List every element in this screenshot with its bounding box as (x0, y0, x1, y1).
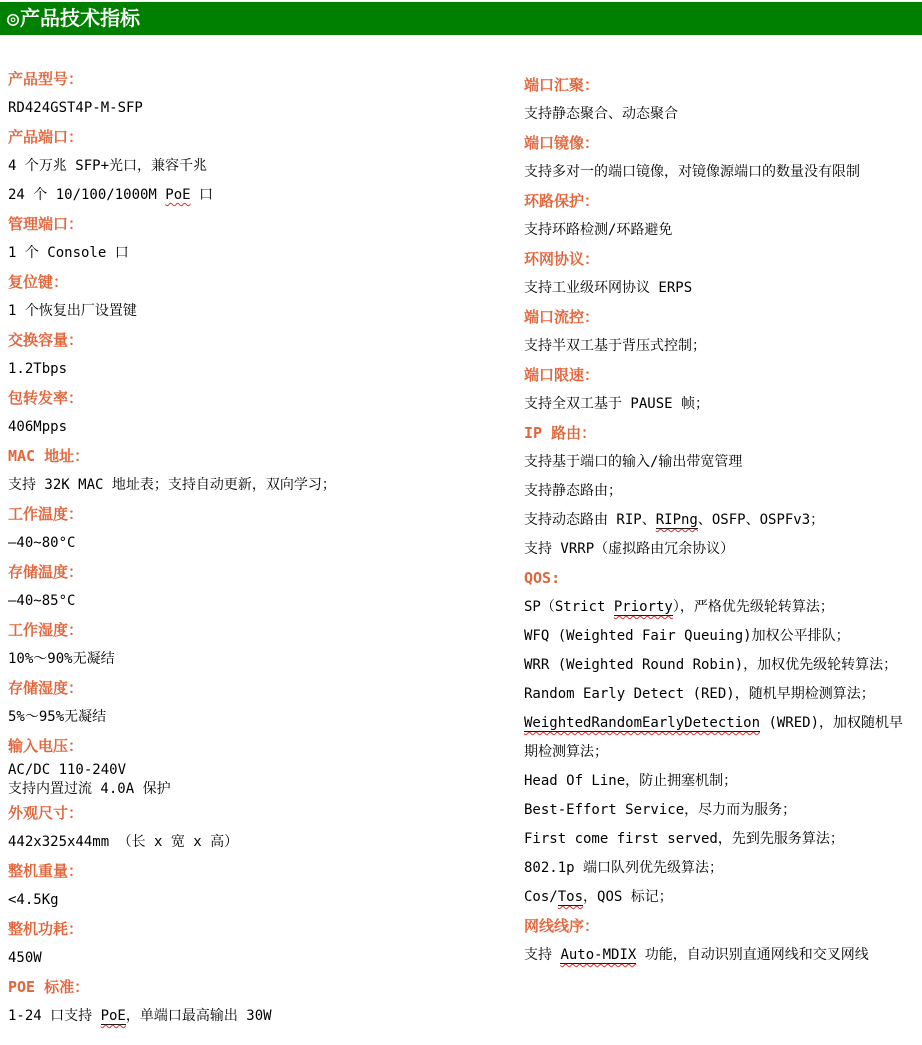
misspelled-word: RIPng (655, 512, 698, 528)
spec-text: 5%～95%无凝结 (8, 709, 107, 725)
spec-line (524, 767, 914, 796)
spec-text: —40~85°C (8, 593, 76, 609)
spec-column-right (524, 65, 914, 970)
spec-line (524, 651, 914, 680)
spec-text: 支持工业级环网协议 ERPS (524, 280, 693, 296)
spec-text: 功能，自动识别直通网线和交叉网线 (636, 947, 869, 963)
spec-text: 支持基于端口的输入/输出带宽管理 (524, 454, 743, 470)
spec-section-title: 环路保护： (524, 192, 600, 210)
spec-text: 442x325x44mm （长 x 宽 x 高） (8, 834, 239, 850)
spec-line (8, 471, 524, 500)
spec-text: <4.5Kg (8, 892, 59, 908)
spec-section (8, 732, 524, 799)
spec-text: AC/DC 110-240V (8, 762, 127, 778)
bullseye-icon: ◎ (7, 6, 20, 30)
spec-line (524, 883, 914, 912)
spec-section-title: 产品型号： (8, 70, 84, 88)
spec-text: ，QOS 标记； (583, 889, 673, 905)
spec-line (524, 680, 914, 709)
spec-text: WRR (Weighted Round Robin)，加权优先级轮转算法； (524, 657, 898, 673)
spec-line (524, 158, 914, 187)
spec-line (8, 886, 524, 915)
spec-line (8, 529, 524, 558)
spec-section (524, 129, 914, 187)
spec-section-title: 复位键： (8, 273, 69, 291)
spec-section-title: 网线线序： (524, 917, 600, 935)
spec-text: (WRED)，加权随机早期检测算法； (524, 715, 904, 760)
spec-line (8, 297, 524, 326)
spec-section-title: 环网协议： (524, 250, 600, 268)
spec-section-title: 端口汇聚： (524, 76, 600, 94)
spec-text: 支持 32K MAC 地址表；支持自动更新，双向学习； (8, 477, 336, 493)
spec-text: 1-24 口支持 (8, 1008, 101, 1024)
spec-text: Random Early Detect (RED)，随机早期检测算法； (524, 686, 875, 702)
spec-line (524, 535, 914, 564)
spec-text: 支持静态聚合、动态聚合 (524, 106, 678, 122)
spec-section (8, 616, 524, 674)
spec-text: 1 个 Console 口 (8, 245, 129, 261)
spec-section-title: 交换容量： (8, 331, 84, 349)
spec-text: WFQ (Weighted Fair Queuing)加权公平排队； (524, 628, 850, 644)
spec-line (8, 152, 524, 181)
spec-line (8, 944, 524, 973)
spec-text: SP（Strict (524, 599, 614, 615)
misspelled-word: Auto-MDIX (560, 947, 637, 963)
misspelled-word: PoE (165, 187, 191, 203)
spec-section (8, 123, 524, 210)
spec-column-left (8, 65, 524, 1031)
spec-text: 支持多对一的端口镜像，对镜像源端口的数量没有限制 (524, 164, 860, 180)
spec-section-title: 端口镜像： (524, 134, 600, 152)
spec-text: 口 (190, 187, 214, 203)
spec-text: 450W (8, 950, 42, 966)
spec-section-title: 存储温度： (8, 563, 84, 581)
spec-text: 支持环路检测/环路避免 (524, 222, 673, 238)
spec-text: 1.2Tbps (8, 361, 68, 377)
spec-text: Head Of Line，防止拥塞机制； (524, 773, 738, 789)
page-title: 产品技术指标 (20, 6, 141, 30)
spec-section (8, 558, 524, 616)
spec-section-title: 端口流控： (524, 308, 600, 326)
spec-section-title: 包转发率： (8, 389, 84, 407)
spec-section (8, 268, 524, 326)
spec-section (8, 210, 524, 268)
spec-text: 支持 (524, 947, 561, 963)
spec-text: 10%～90%无凝结 (8, 651, 115, 667)
spec-section-title: 端口限速： (524, 366, 600, 384)
spec-text: 支持 VRRP（虚拟路由冗余协议） (524, 541, 735, 557)
spec-section (524, 303, 914, 361)
spec-line (524, 709, 914, 767)
spec-text: 406Mpps (8, 419, 68, 435)
spec-text: Cos/ (524, 889, 558, 905)
spec-columns (0, 65, 922, 1031)
spec-text: 4 个万兆 SFP+光口，兼容千兆 (8, 158, 208, 174)
spec-section (524, 245, 914, 303)
spec-line (524, 390, 914, 419)
misspelled-word: Tos (557, 889, 584, 905)
spec-text: 802.1p 端口队列优先级算法； (524, 860, 724, 876)
spec-section (524, 912, 914, 970)
spec-section-title: 外观尺寸： (8, 804, 84, 822)
spec-section-title: 工作湿度： (8, 621, 84, 639)
spec-line (524, 593, 914, 622)
spec-section (524, 564, 914, 912)
misspelled-word: PoE (100, 1008, 126, 1024)
spec-section (8, 65, 524, 123)
spec-section (8, 973, 524, 1031)
spec-text: 支持内置过流 4.0A 保护 (8, 781, 171, 797)
spec-text: Best-Effort Service，尽力而为服务； (524, 802, 797, 818)
spec-line (524, 506, 914, 535)
spec-section-title: 整机功耗： (8, 920, 84, 938)
spec-section (8, 674, 524, 732)
spec-section (524, 419, 914, 564)
spec-text: RD424GST4P-M-SFP (8, 100, 143, 116)
spec-section-title: QOS: (524, 569, 561, 587)
spec-line (8, 239, 524, 268)
spec-line (8, 355, 524, 384)
spec-text: First come first served，先到先服务算法； (524, 831, 844, 847)
spec-line (8, 1002, 524, 1031)
spec-section-title: 工作温度： (8, 505, 84, 523)
spec-section (8, 500, 524, 558)
spec-line (8, 181, 524, 210)
spec-line (524, 825, 914, 854)
spec-line (524, 448, 914, 477)
spec-text: 24 个 10/100/1000M (8, 187, 166, 203)
spec-line (524, 274, 914, 303)
spec-text: 支持静态路由； (524, 483, 622, 499)
spec-section (8, 857, 524, 915)
spec-line (524, 332, 914, 361)
spec-text: 1 个恢复出厂设置键 (8, 303, 137, 319)
spec-text: 支持全双工基于 PAUSE 帧； (524, 396, 710, 412)
spec-section-title: POE 标准： (8, 978, 90, 996)
spec-section (524, 71, 914, 129)
spec-text: ，单端口最高输出 30W (125, 1008, 272, 1024)
spec-line (524, 100, 914, 129)
spec-section (8, 384, 524, 442)
spec-text: 支持动态路由 RIP、 (524, 512, 656, 528)
spec-line (524, 941, 914, 970)
spec-section-title: 整机重量： (8, 862, 84, 880)
spec-line (524, 216, 914, 245)
spec-line (8, 828, 524, 857)
spec-section (8, 915, 524, 973)
spec-text: 、OSFP、OSPFv3； (697, 512, 825, 528)
spec-line (8, 761, 524, 780)
spec-section (8, 442, 524, 500)
misspelled-word: Priorty (613, 599, 673, 615)
spec-text: —40~80°C (8, 535, 76, 551)
spec-section (8, 799, 524, 857)
spec-section-title: 管理端口： (8, 215, 84, 233)
spec-line (8, 94, 524, 123)
spec-section (8, 326, 524, 384)
spec-section (524, 361, 914, 419)
spec-section-title: 产品端口： (8, 128, 84, 146)
spec-line (524, 477, 914, 506)
spec-section (524, 187, 914, 245)
page-header-bar (0, 2, 922, 35)
misspelled-word: WeightedRandomEarlyDetection (524, 715, 761, 731)
spec-line (8, 703, 524, 732)
spec-line (8, 645, 524, 674)
spec-line (8, 780, 524, 799)
spec-line (524, 622, 914, 651)
spec-line (524, 854, 914, 883)
spec-section-title: IP 路由： (524, 424, 597, 442)
spec-text: 支持半双工基于背压式控制； (524, 338, 706, 354)
spec-section-title: MAC 地址： (8, 447, 90, 465)
spec-line (8, 413, 524, 442)
spec-line (8, 587, 524, 616)
spec-section-title: 存储湿度： (8, 679, 84, 697)
spec-line (524, 796, 914, 825)
spec-text: ），严格优先级轮转算法； (672, 599, 834, 615)
spec-section-title: 输入电压： (8, 737, 84, 755)
